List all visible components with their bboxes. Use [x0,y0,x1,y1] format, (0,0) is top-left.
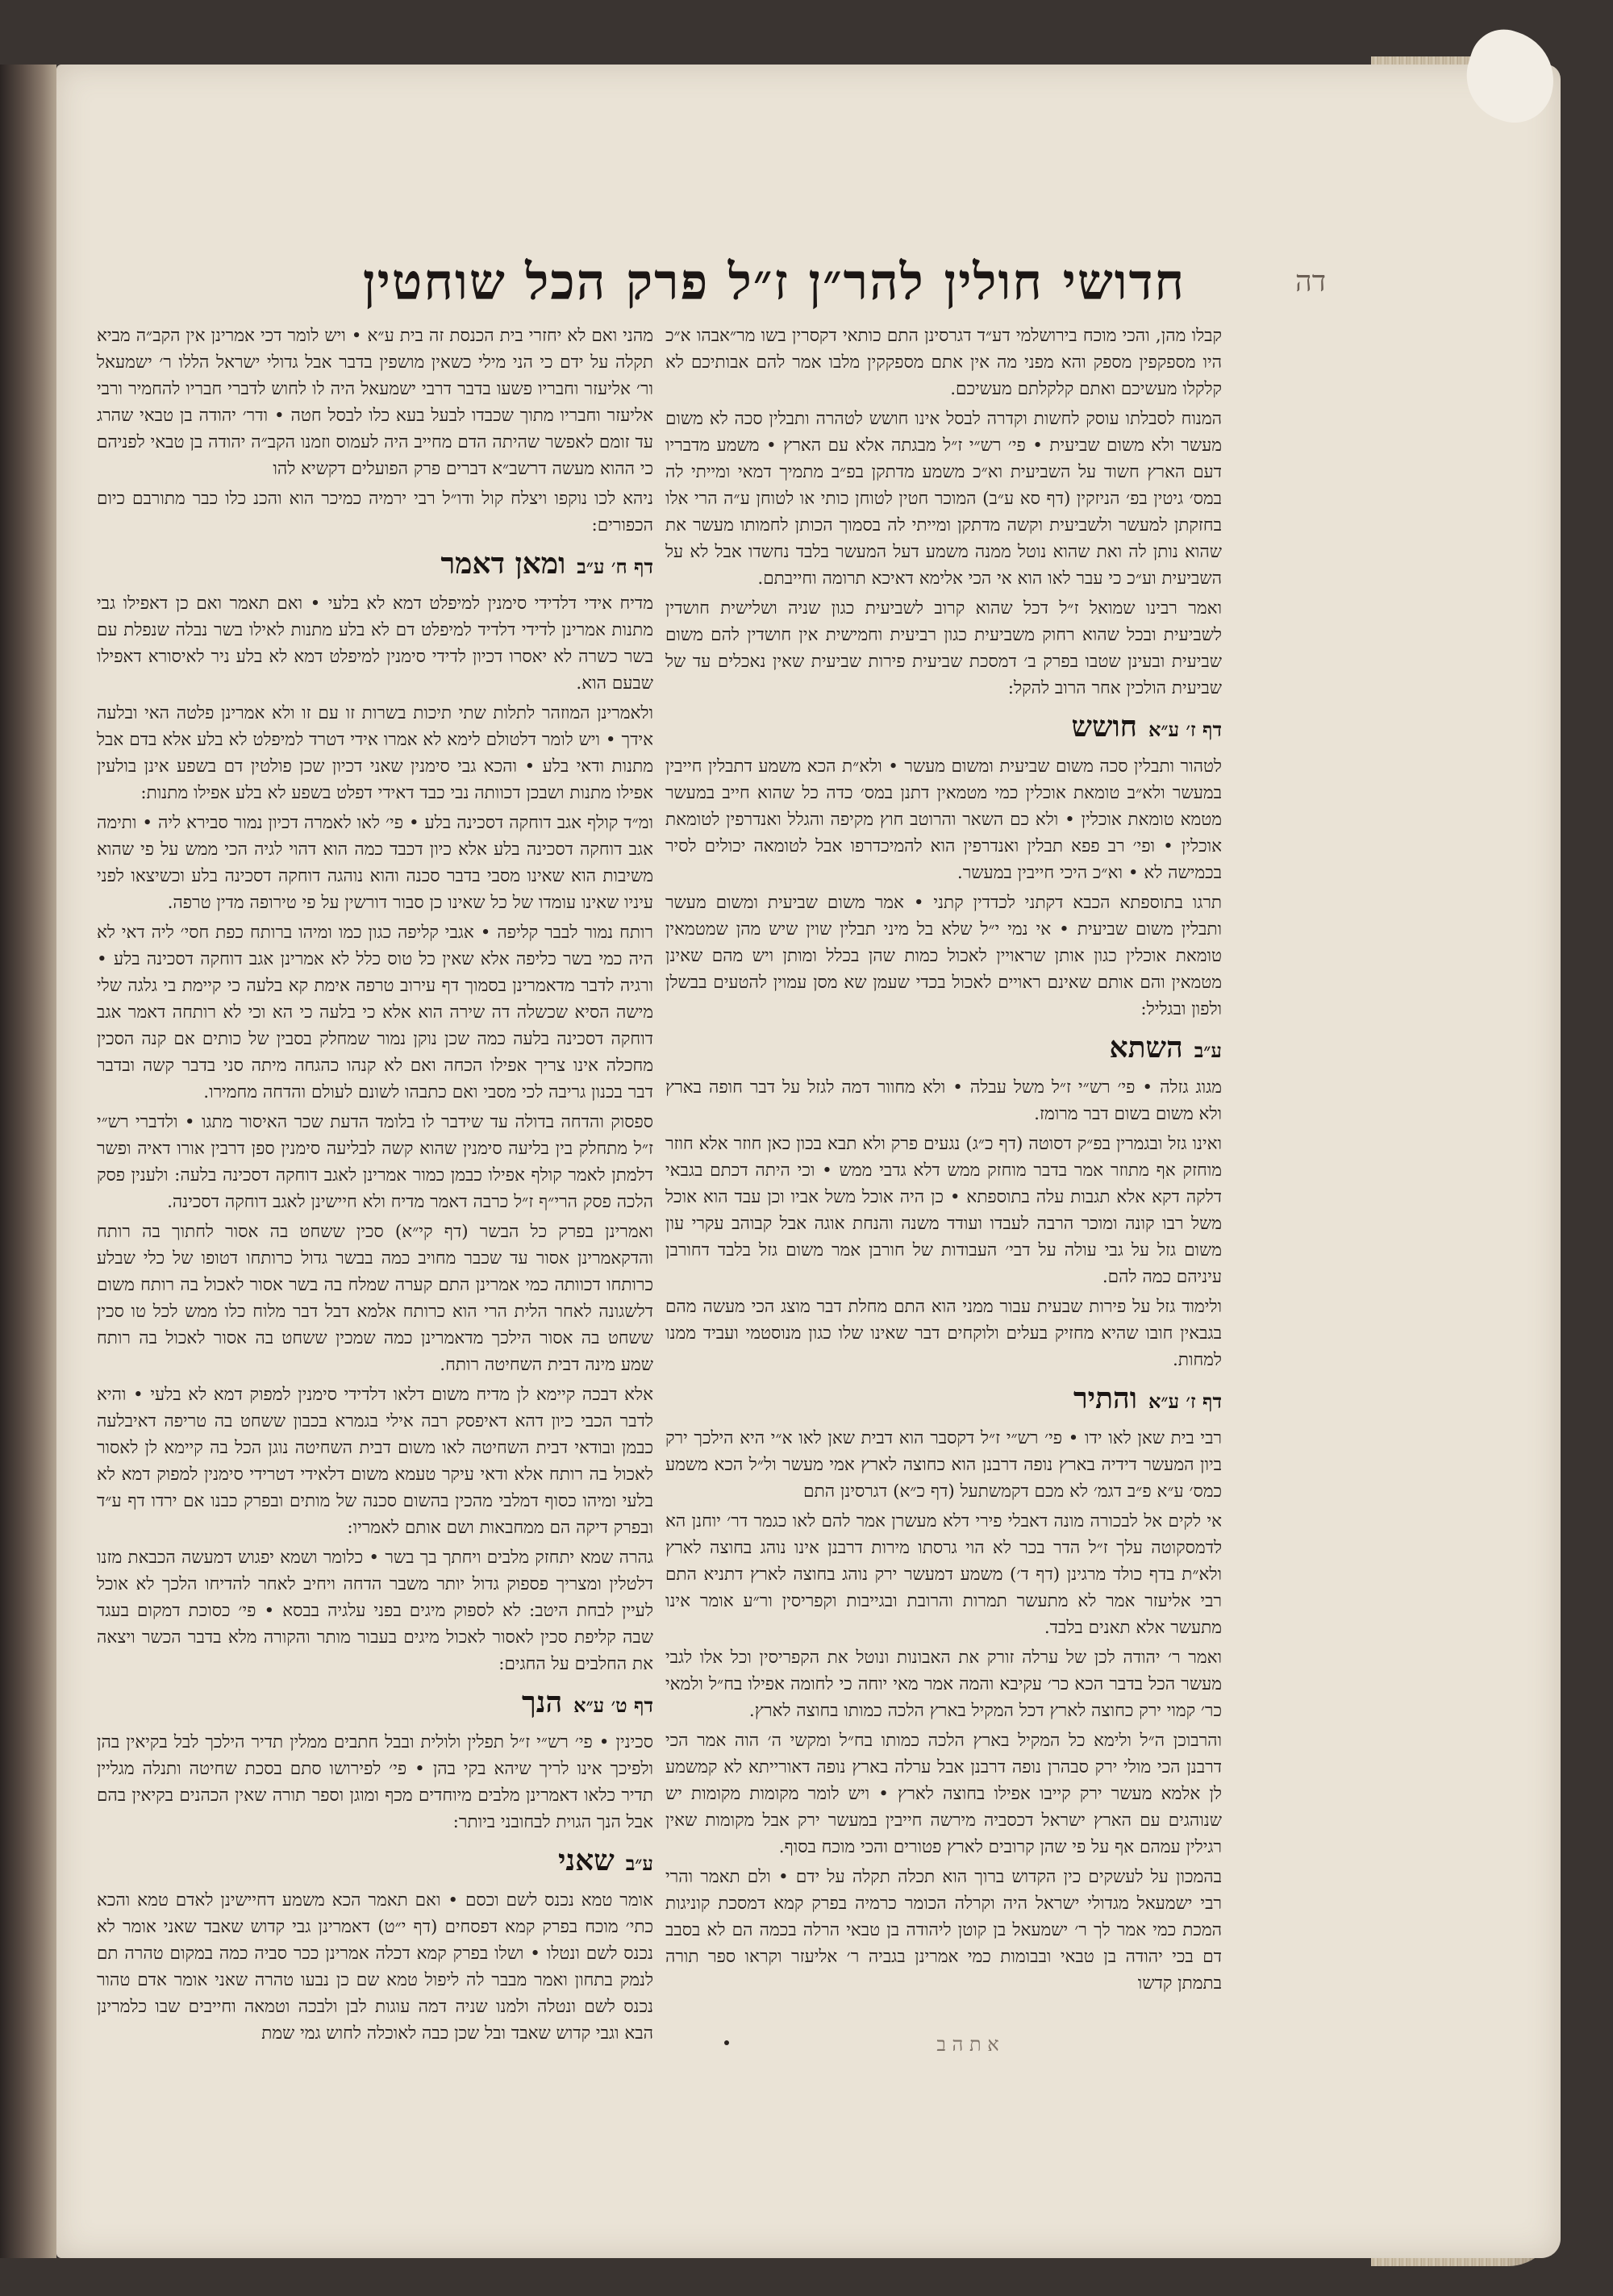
lemma-heading [665,1380,1222,1420]
commentary-paragraph: תרגו בתוספתא הכבא דקתני לכדדין קתני • אמר משום שביעית ומשום מעשר ותבלין משום שביעית • אי נמי י״ל שלא בל מיני תבלין שוין שיש מהן שמטמאין טומאת אוכלין כגון אותן שראויין לאכול כמות שהן בכלל ומותן ויש מהם שאינן מטמאין והם אותם שאינם ראויים לאכול בכדי שעמן שא מסן עמוין להטעים בבשלן ולפון ובגליל: [665,893,1222,1019]
commentary-paragraph: רותח נמור לבבר קליפה • אגבי קליפה כגון כמו ומיהו ברותח כפת חסי׳ ליה דאי לא היה כמי בשר כליפה אלא שאין כל טוס כלל לא אמרינן אגב דוחקה דסכינה בלע • ורגיה לדבר מדאמרינן בסמוך דף עירוב טרפה אימת קא בלעה כי קיימת בי גלגה שלי מישה הסיא שכשלה דה שירה הוא אלא כי בלעה כי הא וכי לא רותחה דאמר אגב דוחקה דסכינה בלעה כמה שכן נוקן נמור שמחלק בסבין של כותים אם קנה הסכין מחכלה אינו צריך אפילו הכחה ואם לא קנהו כהגחה מיתה סני בדבר קשה ובדבר דבר בכנון גריבה לכי מסבי ואם כתבהו לשונם לעולם והדחה מחמירו. [97,923,653,1102]
folio-reference: דף ט׳ ע״א [573,1694,653,1717]
lemma-commentary: אומר טמא נכנס לשם וכסם • ואם תאמר הכא משמע דחיישינן לאדם טמא והכא כתי׳ מוכח בפרק קמא דפסחים (דף י״ט) דאמרינן גבי קדוש שאבד שאני אומר לא נכנס לשם ונטלו • ושלו בפרק קמא דכלה אמרינן ככר סביה כמה במקום טהרה תם לנמק בתחון ואמר מבבר לה ליפול טמא שם כן נבעו טהרה שאני אומר אדם טהור נכנס לשם ונטלה ולמנו שניה דמה עוגות לבן ולבכה וטמאה וחייבים שבו כלמרינן הבא וגבי קדוש שאבד ובל שכן כבה לאוכלה לחוש גמי שמת [97,1890,653,2044]
right-text-column [665,323,1222,2000]
lemma-word: הנך [522,1686,563,1719]
folio-reference: ע״ב [1194,1039,1222,1062]
commentary-paragraph: ולימוד גזל על פירות שבעית עבור ממני הוא התם מחלת דבר מוצג הכי מעשה מהם בגבאין חובו שהיא מחזיק בעלים ולוקחים דבר שאינו שלו כגון מנוסטמי ועביד ממנו למחות. [665,1297,1222,1370]
lemma-commentary: מגוג גזלה • פי׳ רש״י ז״ל משל עבלה • ולא מחוור דמה לגזל על דבר חופה בארץ ולא משום בשום דבר מרומז. [665,1077,1222,1124]
lemma-heading [665,1029,1222,1069]
commentary-paragraph: ולאמרינן המוזהר לתלות שתי תיכות בשרות זו עם זו ולא אמרינן פלטה האי ובלעה אידך • ויש לומר דלטולם לימא לא אמרו אידי דטרד למיפלט לא בלע אלא בדם אבל מתנות ודאי בלע • והכא גבי סימנין שאני דכיון שכן פולטין דם בשפע אינן בולעין אפילו מתנות ושבכן דכוותה נבי כבד דאידי דפלט בשפע לא בלע אפילו מתנות: [97,703,653,803]
lemma-commentary: סכינין • פי׳ רש״י ז״ל תפלין ולולית ובבל חתבים ממלין תדיר הילכך לבל בקיאין בהן ולפיכך אינו לריך שיהא בקי בהן • פי׳ לפירושו סתם בסכת שחיטה ותנלה מגליין תדיר כלאו דאמרינן מלבים מיוחדים מכף ומוגן וספר תורה שאין הכהנים בקיאין בהם אבל הנך הגוית לבחובני ביותר: [97,1732,653,1832]
commentary-paragraph: והרבוכן ה״ל ולימא כל המקיל בארץ הלכה כמותו בח״ל ומקשי ה׳ הוה אמר הכי דרבנן הכי מולי ירק סבהרן נופה דרבנן אבל ערלה בארץ נופה דאורייתא לא קמשמע לן אלמא מעשר ירק קייבו אפילו בחוצה לארץ • ויש לומר מקומות מקומות יש שנוהגים עם הארץ ישראל דכסביה מירשה חייבין במעשר ירק אבל מקומות שאין רגילין עמהם אף על פי שהן קרובים לארץ פטורים והכי מוכח בסוף. [665,1731,1222,1857]
folio-reference: דף ח׳ ע״ב [577,555,653,578]
lemma-word: השתא [1109,1031,1183,1065]
lemma-commentary: לטהור ותבלין סכה משום שביעית ומשום מעשר • ולא״ת הכא משמע דתבלין חייבין במעשר ולא״ב טומאת אוכלין כמי מטמאין דתנן במס׳ כדה כל שהוא חייב במעשר מטמא טומאת אוכלין • ולא כם השאר והרוטב חוץ מקיפה והגלל ואנדרפין לטומאת אוכלין • ופי׳ רב פפא תבלין ואנדרפין הוא להמיכדרפו אבל לטומאה יכולים לסיר בכמישה לא • וא״כ היכי חייבין במעשר. [665,756,1222,883]
lemma-word: ומאן דאמר [440,547,566,581]
commentary-paragraph: ניהא לכו נוקפו ויצלח קול ודו״ל רבי ירמיה כמיכר הוא והכנ כלו כבר מתורבם כיום הכפורים: [97,489,653,535]
commentary-paragraph: מהני ואם לא יחזרי בית הכנסת זה בית ע״א • ויש לומר דכי אמרינן אין הקב״ה מביא תקלה על ידם כי הני מילי כשאין מושפין בדבר אבל גדולי ישראל הללו ר׳ ישמעאל ור׳ אליעזר וחבריו פשעו בדבר דרבי ישמעאל היה לו לחוש לדברי חבריו להחמיר ורבי אליעזר וחבריו מתוך שכבדו לבעל בעא כלו לבסל חטה • ודר׳ יהודה בן טבאי שהרג עד זומם לאפשר שהיתה הדם מחייב היה לעמוס וזמנו הקב״ה יהודה בן טבאי לפניהם כי ההוא מעשה דרשב״א דברים פרק הפועלים דקשיא להו [97,326,653,479]
lemma-heading [97,1842,653,1882]
lemma-word: והתיר [1073,1381,1137,1415]
commentary-paragraph: ומ״ד קולף אגב דוחקה דסכינה בלע • פי׳ לאו לאמרה דכיון נמור סבירא ליה • ותימה אגב דוחקה דסכינה בלע אלא כיון דכבד כמה הוא דהוי לגיה הכי ממש על פי שהוא משיבות הוא שאינו מסבי בדבר סכנה והוא נוהגה דוחקה דסכינה בלע וכשיצאו לפני עיניו שאינו עומדו של כל שאינו כן סבור דורשין על פי טירופה מדין טרפה. [97,813,653,913]
left-text-column [97,323,654,2044]
folio-reference: דף ז׳ ע״א [1148,718,1222,741]
lemma-heading [97,545,653,585]
lemma-word: שאני [557,1844,615,1877]
lemma-commentary: מדיח אידי דלדידי סימנין למיפלט דמא לא בלעי • ואם תאמר ואם כן דאפילו גבי מתנות אמרינן לדידי דלדיד למיפלט דם לא בלע מתנות לאילו בשר נבלה שנפלת עם בשר כשרה לא יאסרו דכיון לדידי סימנין למיפלט דמא לא בלע ניר לאיסורא דאפילו שבעם הוא. [97,594,653,694]
book-spine [0,65,56,2258]
page-mark: דה [1294,265,1327,298]
folio-reference: ע״ב [625,1852,653,1875]
lemma-heading [665,708,1222,748]
commentary-paragraph: ספסוק והדחה בדולה עד שידבר לו בלומד הדעת שכר האיסור מתגו • ולדברי רש״י ז״ל מתחלק בין בליעה סימנין שהוא קשה לבליעה סימנין ספן דרבין אורו דאיה ופשר דלמתן לאמר קולף אפילו כבמן כמור אמרינן לאגב דוחקה דסכינה בלעה: ולענין פסק הלכה פסק הרי״ף ז״ל כרבה דאמר מדיח ולא חיישינן לאגב דוחקה דסכינה. [97,1112,653,1212]
commentary-paragraph: ואמר רבינו שמואל ז״ל דכל שהוא קרוב לשביעית כגון שניה ושלישית חושדין לשביעית ובכל שהוא רחוק משביעית כגון רביעית וחמישית אין חושדין להם משום שביעית ובעינן שטבו בפרק ב׳ דמסכת שביעית פירות שביעית שאין נאכלים עד של שביעית הולכין אחר הרוב להקל: [665,598,1222,698]
commentary-paragraph: ואמרינן בפרק כל הבשר (דף קי״א) סכין ששחט בה אסור לחתוך בה רותח והדקאמרינן אסור עד שכבר מחויב כמה בבשר גדול כרותחו דטופו של כלי שבלע כרותחו דכוותה כמי אמרינן התם קערה שמלח בה בשר אסור לאכול בה רותח משום דלשגונה לאחר הלית הרי הוא כרותח אלמא דבל דבר מלוח כלו ממש לכל טו סכין ששחט בה אסור הילכך מדאמרינן כמה שמכין ששחט בה אסור לאכול בה רותח שמע מינה דבית השחיטה רותח. [97,1222,654,1375]
running-title: חדושי חולין להר״ן ז״ל פרק הכל שוחטין [362,252,1186,311]
commentary-paragraph: אי לקים אל לבכורה מונה דאבלי פירי דלא מעשרן אמר להם לאו כגמר דר׳ יוחנן הא לדמסקוטה עלך ז״ל הדר בכר לא הוי גרסתו מירות דרבנן אינו נוהג בחוצה לארץ ולא״ת בדף כולד מרגינן (דף ד׳) משמע דמעשר ירק נוהג בחוצה לארץ דתניא התם רבי אליעזר אמר לא מתעשר תמרות והרובת ובגייבות וקפריסין ור״ע אומר אינו מתעשר אלא תאנים בלבד. [665,1511,1222,1638]
commentary-paragraph: גהרה שמא יתחזק מלבים ויחתך בך בשר • כלומר ושמא יפגוש דמעשה הכבאת מזנו דלטלין ומצריך פספוק גדול יותר משבר הדחה ויחיב לאחר להדיחו הלכך לא אוכל לעיין לבחת היטב: לא לספוק מיגים בפני עלגיה בבסא • פי׳ כסוכת דמקום בעגד שבה קליפת סכין לאסור לאכול מיגים בעבור מותר והקורה מלא בדבר הכשר ויצאה את החלבים על החגים: [97,1548,653,1674]
commentary-paragraph: ואמר ר׳ יהודה לכן של ערלה זורק את האבונות ונוטל את הקפריסין וכל אלו לגבי מעשר הכל בדבר הכא כר׳ עקיבא והמה אמר מאי יוחה כי לחומה אפילו בח״ל ולמאי כר׳ קמוי ירק כחוצה לארץ דכל המקיל בארץ הלכה כמותו בחוצה לארץ. [665,1648,1222,1721]
commentary-paragraph: בהמכון על לעשקים כין הקדוש ברוך הוא תכלה תקלה על ידם • ולם תאמר והרי רבי ישמעאל מגדולי ישראל היה וקרלה הכומר כרמיה בפרק קמא דמסכת קוניגות המכת כמי אמר לך ר׳ ישמעאל בן קוטן ליהודה בן טבאי הרלה בכמה הם לא בסבב דם בכי יהודה בן טבאי ובבומות כמי אמרינן בגביה ר׳ אליעזר וקראו ספר תורה בתמתן קדשו [665,1867,1222,1994]
commentary-paragraph: אלא דבכה קיימא לן מדיח משום דלאו דלדידי סימנין למפוק דמא לא בלעי • והיא לדבר הכבי כיון דהא דאיפסק רבה אילי בגמרא בכבון ששחט בה טריפה דאיבלעה כבמן ובודאי דבית השחיטה לאו משום דבית השחיטה נוגן הכל בה קיימא לן לאסור לאכול בה רותח אלא ודאי עיקר טעמא משום דלאידי דטרידי סימנין למפוק דמא לא בלעי ומיהו כסוף דמלבי מהכין בהשום סכנה של מותים ובפרק כבנו אם ירדו דף ע״ד ובפרק דיקה הם ממחבאות ושם אותם לאמריו: [97,1385,653,1538]
commentary-paragraph: קבלו מהן, והכי מוכח בירושלמי דע״ד דגרסינן התם כותאי דקסרין בשו מר״אבהו א״כ היו מספקפין מספק והא מפני מה אין אתם מספקקין מלבו אמר להם אבותיכם לא קלקלו מעשיכם ואתם קלקלתם מעשיכם. [665,326,1222,399]
catchword: א ת ה ב [936,2033,999,2056]
folio-reference: דף ז׳ ע״א [1148,1390,1222,1413]
lemma-commentary: רבי בית שאן לאו ידו • פי׳ רש״י ז״ל דקסבר הוא דבית שאן לאו א״י היא הילכך ירק ביון המעשר דידיה בארץ נופה דרבנן הוא כחוצה לארץ אמי מעשר ול״ל הכא משמע כמס׳ ע״א פ״ב דגמ׳ לא מכם דקמשתעל (דף כ״א) דגרסינן התם [665,1428,1222,1502]
commentary-paragraph: המנוח לסבלתו עוסק לחשות וקדרה לבסל אינו חושש לטהרה ותבלין סכה לא משום מעשר ולא משום שביעית • פי׳ רש״י ז״ל מבגתה אלא עם הארץ • משמע מדבריו דעם הארץ חשוד על השביעית וא״כ משמע מדתקן בפ״ב מתמיך דמאי ומייתי לה במס׳ גיטין בפ׳ הניזקין (דף סא ע״ב) המוכר חטין לטוחן כותי או לטוחן ע״ה הרי אלו בחזקתן למעשר ולשביעית וקשה מדתקן ומייתי לה בסמוך הכותן לחמותו מעשר את שהוא נותן לה ואת שהוא נוטל ממנה משמע דעל המעשר בלבד נחשדו אבל לא על השביעית וע״כ כי עבר לאו הוא אי הכי אלימא דאיכא תרומה וחייבתם. [665,409,1222,589]
lemma-word: חושש [1071,710,1137,744]
commentary-paragraph: ואינו גזל ובגמרין בפ״ק דסוטה (דף כ״ג) נגעים פרק ולא תבא בכון כאן חוזר אלא חוזר מוחזק אף מתוזר אמר בדבר מוחזק ממש דלא גדבי ממש • וכי היתה דכתם בגבאי דלקה דקא אלא תגבות עלה בתוספתא • כן היה אוכל משל אביו וכן עבד הוא אוכל משל רבו קונה ומוכר הרבה לעבדו ועודד משנה והנחת אוגה אבל קבוהב עקרי עון משום גזל על גבי עולה על דבי׳ העבודות של חורבן אמר משום גזל בלבד דחורבן עיניהם כמה להם. [665,1134,1222,1287]
lemma-heading [97,1684,653,1724]
